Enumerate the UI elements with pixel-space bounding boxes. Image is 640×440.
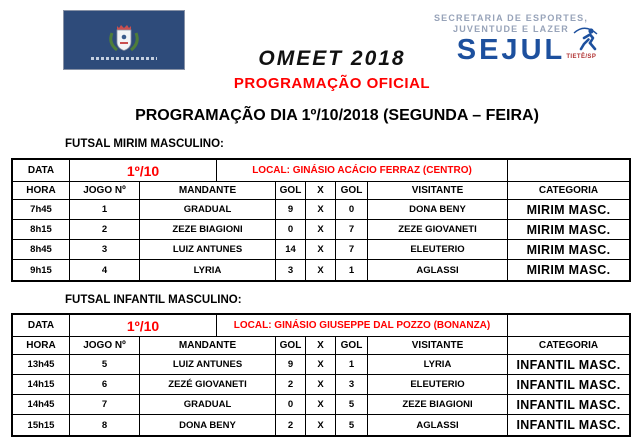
cell-gol-home: 3 xyxy=(276,260,306,280)
secretariat-name-line1: SECRETARIA DE ESPORTES, xyxy=(433,13,589,23)
cell-gol-home: 9 xyxy=(276,355,306,374)
empty-cell xyxy=(508,315,629,336)
cell-hora: 7h45 xyxy=(13,200,70,219)
cell-jogo-num: 2 xyxy=(70,220,140,239)
date-value-cell: 1º/10 xyxy=(70,315,217,336)
cell-visitante: LYRIA xyxy=(368,355,508,374)
tiete-municipal-flag xyxy=(63,10,185,70)
table-header-row xyxy=(13,337,629,355)
cell-hora: 15h15 xyxy=(13,415,70,435)
cell-gol-home: 0 xyxy=(276,220,306,239)
col-gol-home: GOL xyxy=(276,337,306,354)
date-label-cell: DATA xyxy=(13,315,70,336)
cell-hora: 9h15 xyxy=(13,260,70,280)
cell-jogo-num: 4 xyxy=(70,260,140,280)
cell-gol-home: 2 xyxy=(276,415,306,435)
cell-gol-home: 9 xyxy=(276,200,306,219)
table-header-row xyxy=(13,182,629,200)
schedule-table-mirim xyxy=(11,158,631,282)
cell-visitante: ZEZE BIAGIONI xyxy=(368,395,508,414)
cell-categoria: INFANTIL MASC. xyxy=(516,418,621,432)
flag-motto-strip xyxy=(91,57,157,60)
cell-hora: 8h45 xyxy=(13,240,70,259)
cell-hora: 8h15 xyxy=(13,220,70,239)
official-program-subtitle: PROGRAMAÇÃO OFICIAL xyxy=(233,75,431,92)
cell-x: X xyxy=(306,200,336,219)
cell-mandante: LUIZ ANTUNES xyxy=(140,240,276,259)
cell-categoria: MIRIM MASC. xyxy=(526,263,611,277)
secretariat-name-line2: JUVENTUDE E LAZER xyxy=(453,24,569,34)
col-mandante: MANDANTE xyxy=(140,337,276,354)
cell-hora: 14h15 xyxy=(13,375,70,394)
cell-gol-away: 3 xyxy=(336,375,368,394)
col-gol-away: GOL xyxy=(336,182,368,199)
match-row xyxy=(13,355,629,375)
match-row xyxy=(13,260,629,280)
sejul-acronym: SEJUL xyxy=(456,34,566,66)
table-date-row xyxy=(13,160,629,182)
cell-x: X xyxy=(306,355,336,374)
cell-categoria: INFANTIL MASC. xyxy=(516,377,621,392)
cell-mandante: DONA BENY xyxy=(140,415,276,435)
table-body xyxy=(13,200,629,280)
cell-hora: 14h45 xyxy=(13,395,70,414)
col-hora: HORA xyxy=(13,337,70,354)
cell-categoria: MIRIM MASC. xyxy=(526,242,611,257)
local-cell: LOCAL: GINÁSIO ACÁCIO FERRAZ (CENTRO) xyxy=(217,160,508,181)
cell-mandante: ZEZE BIAGIONI xyxy=(140,220,276,239)
match-row xyxy=(13,220,629,240)
cell-gol-away: 7 xyxy=(336,240,368,259)
cell-x: X xyxy=(306,220,336,239)
cell-visitante: ELEUTERIO xyxy=(368,240,508,259)
day-program-heading: PROGRAMAÇÃO DIA 1º/10/2018 (SEGUNDA – FEIRA) xyxy=(135,107,539,124)
cell-jogo-num: 1 xyxy=(70,200,140,219)
empty-cell xyxy=(508,160,629,181)
cell-jogo-num: 3 xyxy=(70,240,140,259)
cell-categoria: MIRIM MASC. xyxy=(526,222,611,237)
cell-gol-away: 7 xyxy=(336,220,368,239)
cell-gol-away: 5 xyxy=(336,395,368,414)
cell-jogo-num: 8 xyxy=(70,415,140,435)
col-x: X xyxy=(306,337,336,354)
col-jogo-num: JOGO Nº xyxy=(70,337,140,354)
match-row xyxy=(13,240,629,260)
table-body xyxy=(13,355,629,435)
cell-visitante: AGLASSI xyxy=(368,260,508,280)
date-label-cell: DATA xyxy=(13,160,70,181)
section-heading-futsal-infantil: FUTSAL INFANTIL MASCULINO: xyxy=(65,294,242,306)
cell-jogo-num: 6 xyxy=(70,375,140,394)
cell-x: X xyxy=(306,415,336,435)
cell-mandante: LUIZ ANTUNES xyxy=(140,355,276,374)
cell-categoria: INFANTIL MASC. xyxy=(516,397,621,412)
cell-x: X xyxy=(306,375,336,394)
cell-x: X xyxy=(306,240,336,259)
cell-gol-away: 1 xyxy=(336,355,368,374)
col-mandante: MANDANTE xyxy=(140,182,276,199)
cell-x: X xyxy=(306,260,336,280)
sejul-wordmark xyxy=(456,34,597,66)
cell-categoria: MIRIM MASC. xyxy=(526,202,611,217)
col-categoria: CATEGORIA xyxy=(538,185,599,196)
cell-gol-home: 14 xyxy=(276,240,306,259)
date-value-cell: 1º/10 xyxy=(70,160,217,181)
col-gol-away: GOL xyxy=(336,337,368,354)
match-row xyxy=(13,200,629,220)
col-gol-home: GOL xyxy=(276,182,306,199)
match-row xyxy=(13,415,629,435)
cell-visitante: AGLASSI xyxy=(368,415,508,435)
sejul-logo xyxy=(392,13,630,64)
schedule-table-infantil xyxy=(11,313,631,437)
event-title: OMEET 2018 xyxy=(258,47,406,70)
cell-hora: 13h45 xyxy=(13,355,70,374)
match-row xyxy=(13,375,629,395)
cell-jogo-num: 7 xyxy=(70,395,140,414)
section-heading-futsal-mirim: FUTSAL MIRIM MASCULINO: xyxy=(65,138,224,150)
col-visitante: VISITANTE xyxy=(368,337,508,354)
cell-x: X xyxy=(306,395,336,414)
sejul-city-tag: TIETÊ/SP xyxy=(566,54,597,60)
cell-gol-away: 5 xyxy=(336,415,368,435)
cell-gol-away: 0 xyxy=(336,200,368,219)
cell-visitante: ZEZE GIOVANETI xyxy=(368,220,508,239)
col-hora: HORA xyxy=(13,182,70,199)
cell-mandante: GRADUAL xyxy=(140,200,276,219)
col-visitante: VISITANTE xyxy=(368,182,508,199)
coat-of-arms-icon xyxy=(104,21,144,55)
cell-gol-away: 1 xyxy=(336,260,368,280)
cell-gol-home: 2 xyxy=(276,375,306,394)
match-row xyxy=(13,395,629,415)
cell-mandante: GRADUAL xyxy=(140,395,276,414)
cell-mandante: LYRIA xyxy=(140,260,276,280)
col-jogo-num: JOGO Nº xyxy=(70,182,140,199)
cell-jogo-num: 5 xyxy=(70,355,140,374)
cell-visitante: DONA BENY xyxy=(368,200,508,219)
col-categoria: CATEGORIA xyxy=(538,340,599,351)
col-x: X xyxy=(306,182,336,199)
cell-visitante: ELEUTERIO xyxy=(368,375,508,394)
local-cell: LOCAL: GINÁSIO GIUSEPPE DAL POZZO (BONANZA) xyxy=(217,315,508,336)
table-date-row xyxy=(13,315,629,337)
cell-gol-home: 0 xyxy=(276,395,306,414)
cell-mandante: ZEZÉ GIOVANETI xyxy=(140,375,276,394)
cell-categoria: INFANTIL MASC. xyxy=(516,357,621,372)
